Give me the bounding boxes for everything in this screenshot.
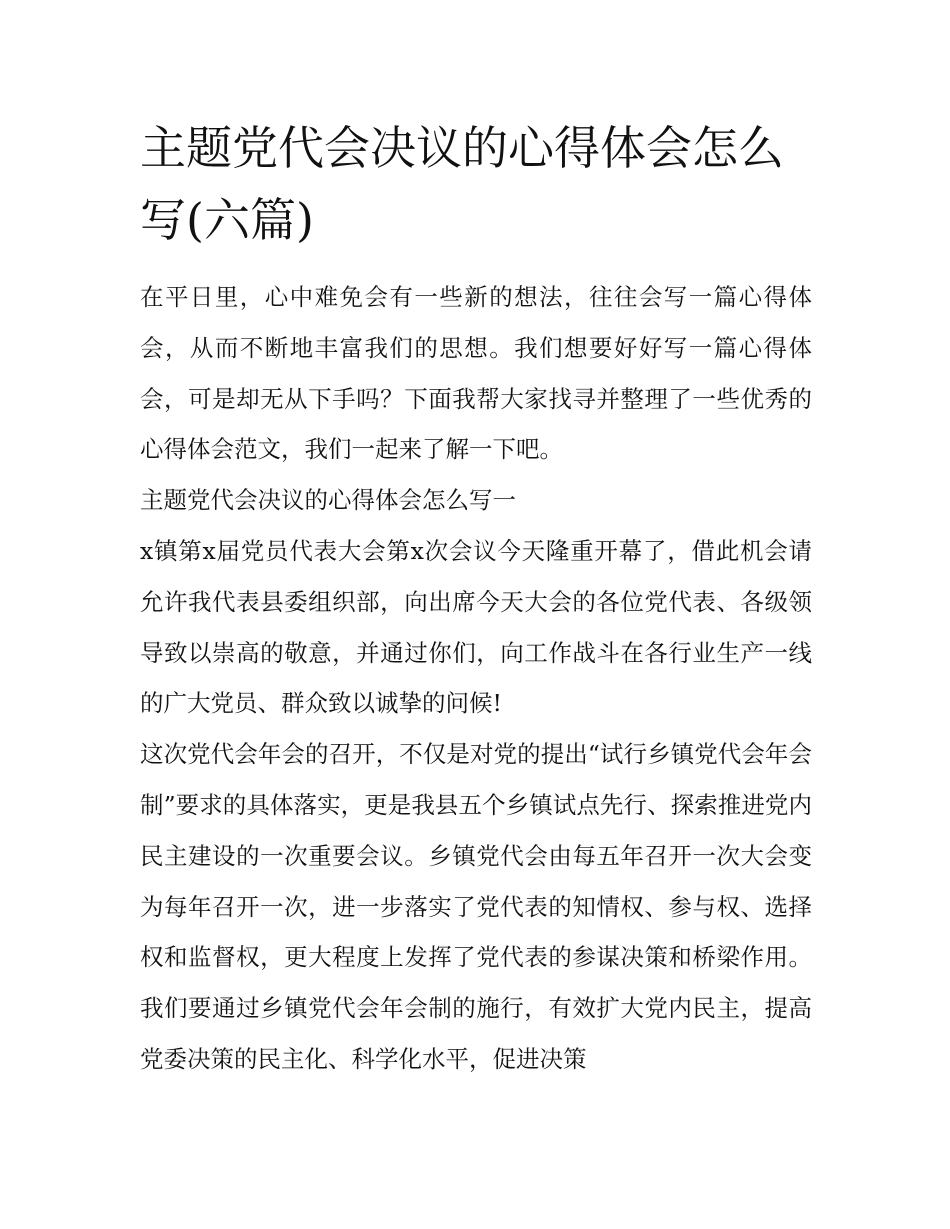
document-title: 主题党代会决议的心得体会怎么写(六篇) [140, 121, 784, 247]
document-body [140, 112, 812, 1085]
body-paragraph-2: 这次党代会年会的召开，不仅是对党的提出“试行乡镇党代会年会制”要求的具体落实，更是我县五个乡镇试点先行、探索推进党内民主建设的一次重要会议。乡镇党代会由每五年召开一次大会变为每年召开一次，进一步落实了党代表的知情权、参与权、选择权和监督权，更大程度上发挥了党代表的参谋决策和桥梁作用。我们要通过乡镇党代会年会制的施行，有效扩大党内民主，提高党委决策的民主化、科学化水平，促进决策 [140, 740, 812, 1073]
body-paragraph-1: x镇第x届党员代表大会第x次会议今天隆重开幕了，借此机会请允许我代表县委组织部，向出席今天大会的各位党代表、各级领导致以崇高的敬意，并通过你们，向工作战斗在各行业生产一线的广大党员、群众致以诚挚的问候! [140, 536, 812, 718]
intro-paragraph: 在平日里，心中难免会有一些新的想法，往往会写一篇心得体会，从而不断地丰富我们的思想。我们想要好好写一篇心得体会，可是却无从下手吗？下面我帮大家找寻并整理了一些优秀的心得体会范文，我们一起来了解一下吧。 [140, 283, 812, 464]
section-heading: 主题党代会决议的心得体会怎么写一 [140, 486, 516, 515]
